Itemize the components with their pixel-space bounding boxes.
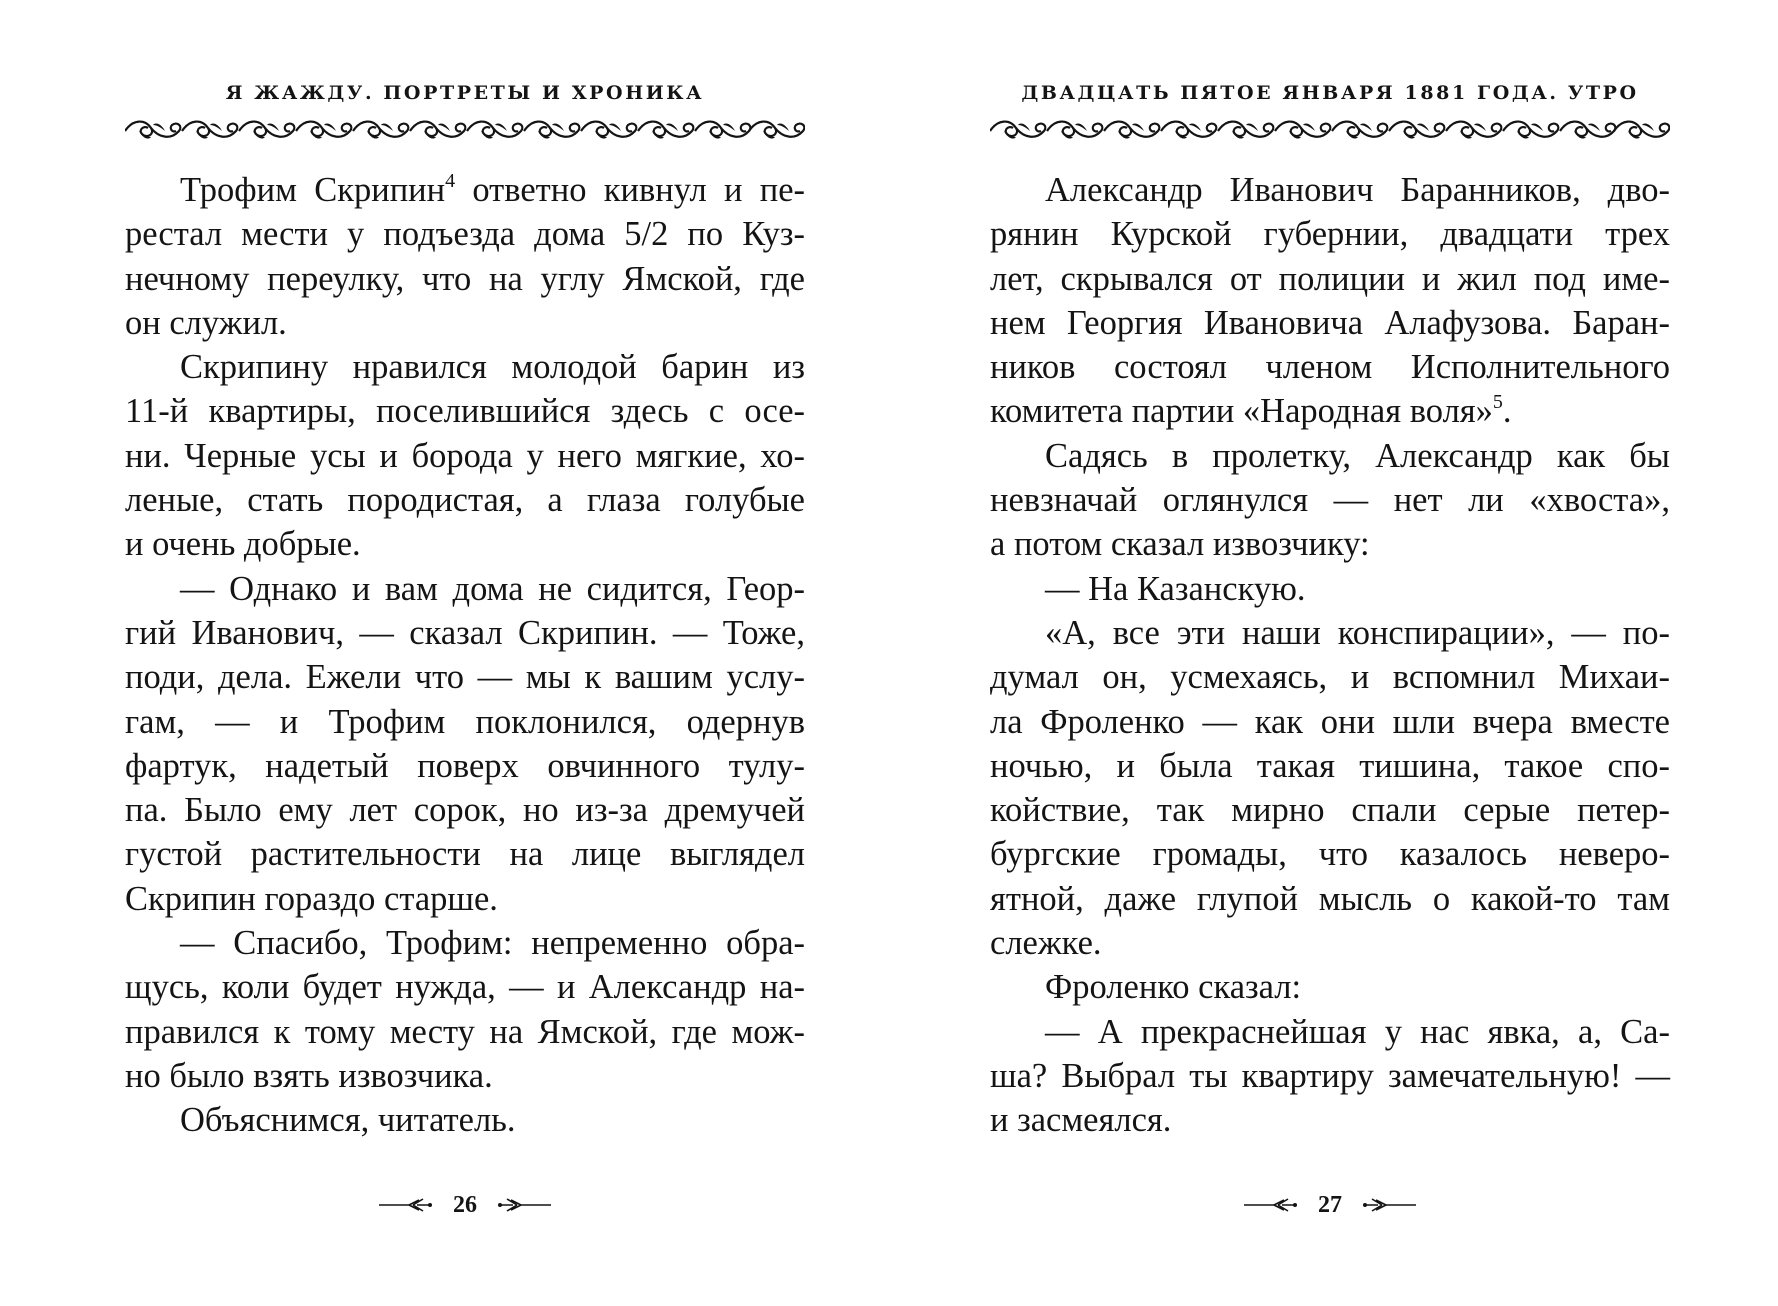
text-line: гий Иванович, — сказал Скрипин. — Тоже, xyxy=(125,613,805,652)
footnote-ref[interactable]: 4 xyxy=(445,169,456,192)
text-line: он служил. xyxy=(125,303,287,342)
text-line: комитета партии «Народная воля»$^5$. xyxy=(990,390,1512,431)
text-line: ятной, даже глупой мысль о какой-то там xyxy=(990,879,1670,918)
text-line: но было взять извозчика. xyxy=(125,1056,493,1095)
text-line: поди, дела. Ежели что — мы к вашим услу- xyxy=(125,658,805,697)
text-line: ночью, и была такая тишина, такое спо- xyxy=(990,746,1670,785)
text-line: а потом сказал извозчику: xyxy=(990,525,1370,564)
text-line: леные, стать породистая, а глаза голубые xyxy=(125,481,805,520)
fleuron-dash-icon xyxy=(1360,1190,1416,1220)
text-line: Садясь в пролетку, Александр как бы xyxy=(1045,436,1670,475)
text-line: нечному переулку, что на углу Ямской, где xyxy=(125,259,805,298)
body-text xyxy=(125,168,805,1143)
text-line: — На Казанскую. xyxy=(1045,569,1306,608)
text-line: Фроленко сказал: xyxy=(1045,968,1302,1007)
text-line: «А, все эти наши конспирации», — по- xyxy=(1045,613,1670,652)
left-page xyxy=(125,0,805,1306)
fleuron-dash-icon xyxy=(1244,1190,1300,1220)
text-line: и засмеялся. xyxy=(990,1101,1172,1140)
text-line: гам, — и Трофим поклонился, одернув xyxy=(125,702,805,741)
paragraph xyxy=(125,345,805,566)
text-line: густой растительности на лице выглядел xyxy=(125,835,805,874)
right-page xyxy=(990,0,1670,1306)
text-line: слежке. xyxy=(990,924,1102,963)
text-line: нем Георгия Ивановича Алафузова. Баран- xyxy=(990,303,1670,342)
text-line: невзначай оглянулся — нет ли «хвоста», xyxy=(990,481,1670,520)
fleuron-dash-icon xyxy=(495,1190,551,1220)
text-line: ла Фроленко — как они шли вчера вместе xyxy=(990,702,1670,741)
paragraph xyxy=(990,567,1670,611)
paragraph xyxy=(990,1010,1670,1143)
paragraph xyxy=(125,567,805,921)
page-number: 26 xyxy=(453,1192,477,1218)
page-footer xyxy=(125,1190,805,1220)
text-line: рестал мести у подъезда дома 5/2 по Куз- xyxy=(125,215,805,254)
vine-scroll-ornament-icon xyxy=(990,114,1670,148)
fleuron-dash-icon xyxy=(379,1190,435,1220)
paragraph xyxy=(125,921,805,1098)
text-line: правился к тому месту на Ямской, где мож- xyxy=(125,1012,805,1051)
text-line: думал он, усмехаясь, и вспомнил Михаи- xyxy=(990,658,1670,697)
text-line: и очень добрые. xyxy=(125,525,361,564)
page-footer xyxy=(990,1190,1670,1220)
text-line: Трофим Скрипин$^4$ ответно кивнул и пе- xyxy=(180,169,805,209)
text-line: бургские громады, что казалось неверо- xyxy=(990,835,1670,874)
text-line: рянин Курской губернии, двадцати трех xyxy=(990,215,1670,254)
text-line: — А прекраснейшая у нас явка, а, Са- xyxy=(1045,1012,1670,1051)
paragraph xyxy=(990,434,1670,567)
vine-scroll-ornament-icon xyxy=(125,114,805,148)
text-line: щусь, коли будет нужда, — и Александр на- xyxy=(125,968,805,1007)
text-line: койствие, так мирно спали серые петер- xyxy=(990,791,1670,830)
running-head: ДВАДЦАТЬ ПЯТОЕ ЯНВАРЯ 1881 ГОДА. УТРО xyxy=(1021,82,1639,104)
text-line: ни. Черные усы и борода у него мягкие, хо- xyxy=(125,436,805,475)
text-line: Скрипину нравился молодой барин из xyxy=(180,348,805,387)
text-line: Объяснимся, читатель. xyxy=(180,1101,516,1140)
text-line: ников состоял членом Исполнительного xyxy=(990,348,1670,387)
text-line: Александр Иванович Баранников, дво- xyxy=(1045,171,1670,209)
text-line: 11-й квартиры, поселившийся здесь с осе- xyxy=(125,392,805,431)
text-line: фартук, надетый поверх овчинного тулу- xyxy=(125,746,805,785)
paragraph xyxy=(990,611,1670,965)
text-line: — Спасибо, Трофим: непременно обра- xyxy=(180,924,805,963)
paragraph xyxy=(990,965,1670,1009)
text-line: Скрипин гораздо старше. xyxy=(125,879,498,918)
paragraph xyxy=(990,168,1670,434)
paragraph xyxy=(125,1098,805,1142)
footnote-ref[interactable]: 5 xyxy=(1492,390,1503,413)
text-line: лет, скрывался от полиции и жил под име- xyxy=(990,259,1670,298)
text-line: ша? Выбрал ты квартиру замечательную! — xyxy=(990,1056,1670,1095)
running-head: Я ЖАЖДУ. ПОРТРЕТЫ И ХРОНИКА xyxy=(225,82,705,104)
page-number: 27 xyxy=(1318,1192,1342,1218)
body-text xyxy=(990,168,1670,1143)
paragraph xyxy=(125,168,805,345)
text-line: — Однако и вам дома не сидится, Геор- xyxy=(180,569,805,608)
text-line: па. Было ему лет сорок, но из-за дремучей xyxy=(125,791,805,830)
